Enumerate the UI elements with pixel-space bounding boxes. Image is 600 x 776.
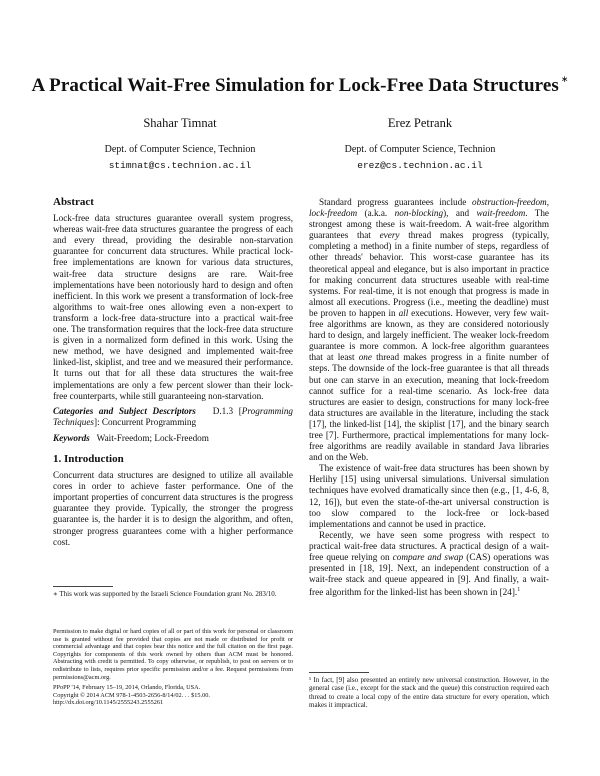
right-footnote: ¹ In fact, [9] also presented an entirely new universal construction. However, in the general case (i.e., except for the stack and the queue) this construction required each thread to create a local copy of the entire data structure for every operation, which makes it impractical.	[309, 676, 549, 710]
author-affiliation: Dept. of Computer Science, Technion	[344, 144, 496, 155]
author-block-2	[295, 116, 545, 172]
author-block-1	[55, 116, 305, 172]
categories-rest: ]: Concurrent Programming	[94, 416, 197, 427]
doi-link[interactable]: http://dx.doi.org/10.1145/2555243.2555261	[53, 699, 164, 707]
author-affiliation: Dept. of Computer Science, Technion	[104, 144, 256, 155]
permission-block	[53, 628, 293, 707]
keywords-text: Wait-Freedom; Lock-Freedom	[96, 432, 209, 443]
abstract-heading: Abstract	[53, 196, 94, 208]
intro-paragraph-3: The existence of wait-free data structures has been shown by Herlihy [15] using universal simulations. Universal simulation techniques have evolved dramatically since then (e.g., [1, 4-6, 8, 12, 16]), but even the state-of-the-art universal construction is too slow compared to the lock-free or lock-based implementations and cannot be used in practice.	[309, 463, 549, 529]
keywords-line	[53, 433, 293, 444]
conference-info: PPoPP '14, February 15–19, 2014, Orlando, Florida, USA.	[53, 684, 201, 692]
author-email: erez@cs.technion.ac.il	[357, 160, 483, 171]
intro-paragraph-2: Standard progress guarantees include obstruction-freedom, lock-freedom (a.k.a. non-blocking), and wait-freedom. The strongest among these is wait-freedom. A wait-free algorithm guarantees that every thread makes progress (typically, completing a method) in a finite number of steps, regardless of other threads' behavior. This worst-case guarantee has its theoretical appeal and elegance, but is also important in practice for making concurrent data structures useable with real-time systems. For real-time, it is not enough that progress is made in almost all executions. Progress (i.e., meeting the deadline) must be proven to happen in all executions. However, very few wait-free algorithms are known, as they are considered notoriously hard to design, and largely inefficient. The weaker lock-freedom guarantee is more common. A lock-free algorithm guarantees that at least one thread makes progress in a finite number of steps. The downside of the lock-free guarantee is that all threads but one can starve in an execution, meaning that lock-freedom cannot suffice for a real-time scenario. As lock-free data structures are easier to design, constructions for many lock-free data structures are available in the literature, including the stack [17], the linked-list [14], the skiplist [17], and the binary search tree [7]. Furthermore, practical implementations for many lock-free algorithms are readily available in standard Java libraries and on the Web.	[309, 197, 550, 463]
title-footnote-mark: ∗	[560, 74, 569, 84]
categories-code: D.1.3 [	[212, 405, 242, 416]
footnote-rule-right	[309, 672, 369, 673]
abstract-text: Lock-free data structures guarantee overall system progress, whereas wait-free data structures guarantee the progress of each and every thread, providing the desirable non-starvation guarantee for concurrent data structures. While practical lock-free implementations are known for various data structures, wait-free data structure designs are rare. Wait-free implementations have been notoriously hard to design and often inefficient. In this work we present a transformation of lock-free algorithms to wait-free ones allowing even a non-expert to transform a lock-free data-structure into a practical wait-free one. The transformation requires that the lock-free data structure is given in a normalized form defined in this work. Using the new method, we have designed and implemented wait-free linked-list, skiplist, and tree and we measured their performance. It turns out that for all these data structures the wait-free implementations are only a few percent slower than their lock-free counterparts, while still guaranteeing non-starvation.	[53, 213, 293, 401]
copyright-line: Copyright © 2014 ACM 978-1-4503-2656-8/14/02. . . $15.00.	[53, 691, 210, 699]
author-email: stimnat@cs.technion.ac.il	[108, 160, 252, 171]
right-column	[309, 197, 549, 598]
author-name: Erez Petrank	[387, 116, 453, 130]
categories-line	[53, 406, 293, 428]
categories-term: Programming Techniques	[53, 405, 294, 427]
funding-footnote: ∗ This work was supported by the Israeli Science Foundation grant No. 283/10.	[53, 590, 277, 598]
left-column	[53, 197, 293, 548]
keywords-label: Keywords	[53, 432, 90, 443]
permission-text: Permission to make digital or hard copies of all or part of this work for personal or classroom use is granted without fee provided that copies are not made or distributed for profit or commercial advantage and that copies bear this notice and the full citation on the first page. Copyrights for components of this work owned by others than ACM must be honored. Abstracting with credit is permitted. To copy otherwise, or republish, to post on servers or to redistribute to lists, requires prior specific permission and/or a fee. Request permissions from permissions@acm.org.	[53, 628, 293, 681]
categories-label: Categories and Subject Descriptors	[53, 405, 196, 416]
footnote-rule	[53, 586, 113, 587]
author-name: Shahar Timnat	[143, 116, 217, 130]
intro-paragraph-4: Recently, we have seen some progress with respect to practical wait-free data structures. A practical design of a wait-free queue relying on compare and swap (CAS) operations was presented in [18, 19]. Next, an independent construction of a wait-free stack and queue appeared in [9]. And finally, a wait-free algorithm for the linked-list has been shown in [24].$^1$	[309, 529, 549, 598]
intro-paragraph: Concurrent data structures are designed to utilize all available cores in order to achieve faster performance. One of the important properties of concurrent data structures is the progress guarantee they provide. Typically, the stronger the progress guarantee is, the harder it is to design the algorithm, and often, stronger progress guarantees come with a higher performance cost.	[53, 470, 293, 547]
intro-heading: 1. Introduction	[53, 452, 124, 465]
footnote-ref: 1	[517, 587, 521, 594]
paper-title: A Practical Wait-Free Simulation for Lock-Free Data Structures ∗	[31, 74, 569, 96]
